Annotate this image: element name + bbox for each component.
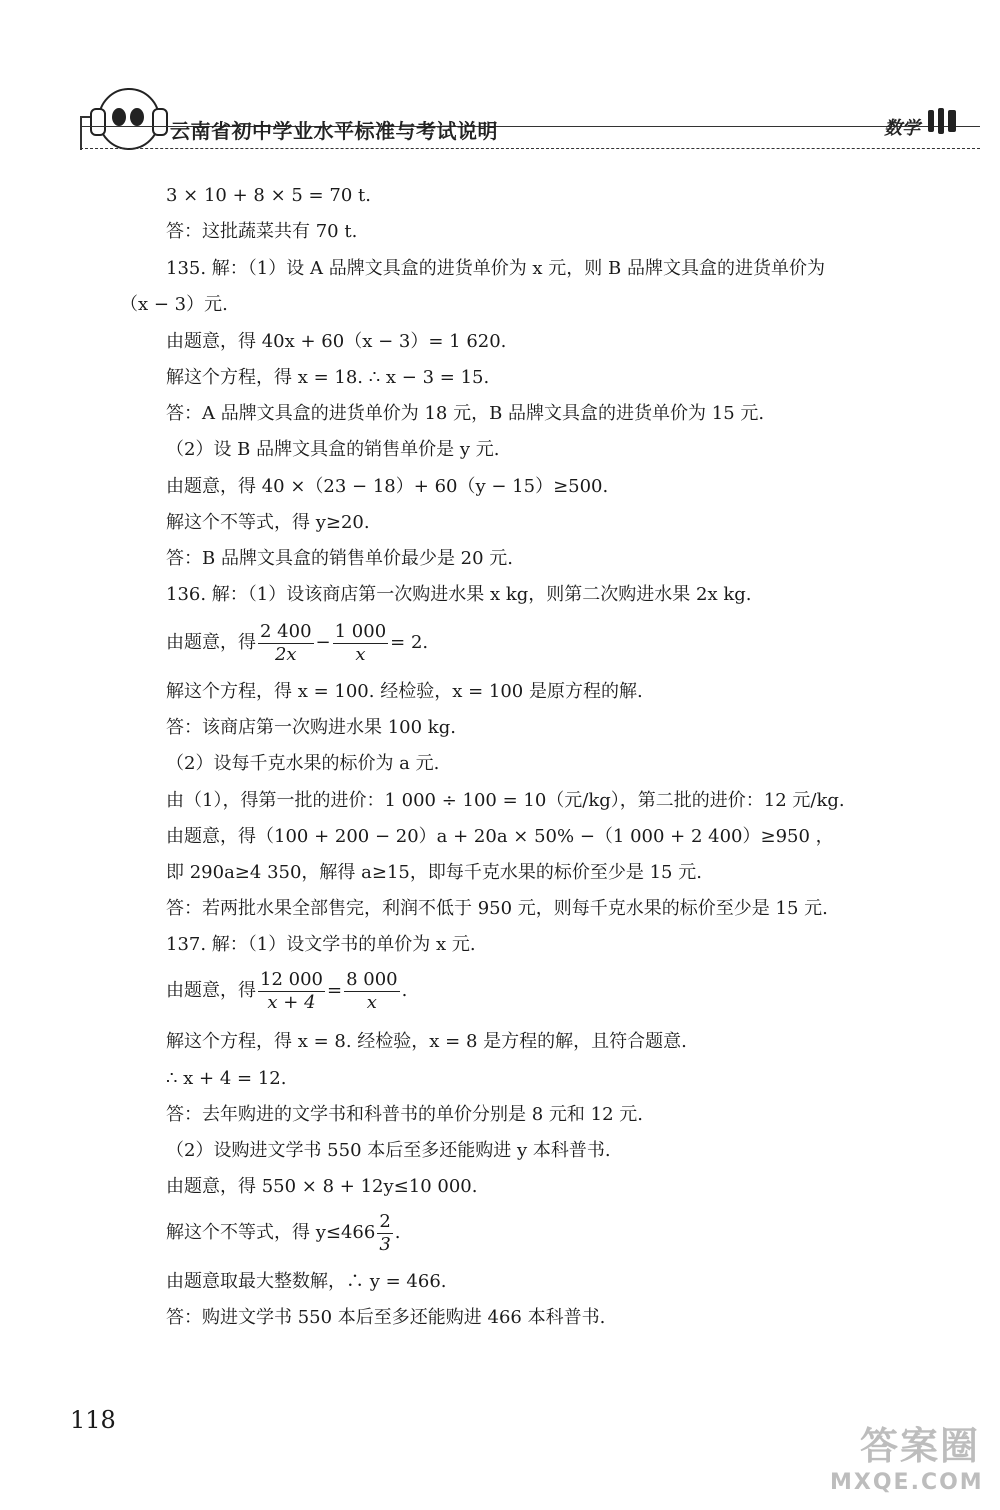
speaker-bars-icon [928,106,956,136]
header-dashed-rule [80,148,980,149]
text-line: ∴ x + 4 = 12. [166,1068,287,1089]
text-line: （2）设 B 品牌文具盒的销售单价是 y 元. [166,439,500,460]
text-line: 答：该商店第一次购进水果 100 kg. [166,717,456,738]
watermark-logo: 答案圈 MXQE.COM [830,1424,984,1495]
text-line: （2）设购进文学书 550 本后至多还能购进 y 本科普书. [166,1140,611,1161]
text-line: 即 290a≥4 350，解得 a≥15，即每千克水果的标价至少是 15 元. [166,862,702,883]
text-line: 137. 解：（1）设文学书的单价为 x 元. [166,934,476,955]
text-line: 答：B 品牌文具盒的销售单价最少是 20 元. [166,548,514,569]
equation-137: 由题意，得 $\frac{12 000}{x + 4}$ = $\frac{8 000}{x}$ . [166,968,408,1013]
equation-136: 由题意，得 $\frac{2 400}{2x}$ − $\frac{1 000}{x}$ = 2. [166,620,429,665]
text-line: （2）设每千克水果的标价为 a 元. [166,753,440,774]
text-line: 由题意，得 550 × 8 + 12y≤10 000. [166,1176,478,1197]
text-line: 答：A 品牌文具盒的进货单价为 18 元，B 品牌文具盒的进货单价为 15 元. [166,403,765,424]
text-line: 由题意，得 40x + 60（x − 3）= 1 620. [166,331,507,352]
text-line: 解这个方程，得 x = 18. ∴ x − 3 = 15. [166,367,490,388]
text-line: 解这个方程，得 x = 8. 经检验，x = 8 是方程的解，且符合题意. [166,1031,687,1052]
text-line: 答：购进文学书 550 本后至多还能购进 466 本科普书. [166,1307,606,1328]
headphone-mascot-icon [98,88,160,150]
text-line: 答：去年购进的文学书和科普书的单价分别是 8 元和 12 元. [166,1104,643,1125]
text-line: 由题意，得 40 ×（23 − 18）+ 60（y − 15）≥500. [166,476,609,497]
header-title: 云南省初中学业水平标准与考试说明 [170,119,498,143]
inequality-137: 解这个不等式，得 y≤466 $\frac{2}{3}$ . [166,1210,401,1255]
page-header [80,88,980,158]
text-line: 解这个方程，得 x = 100. 经检验，x = 100 是原方程的解. [166,681,643,702]
text-line: 135. 解：（1）设 A 品牌文具盒的进货单价为 x 元，则 B 品牌文具盒的进货单价为 [166,258,825,279]
text-line: 由题意，得（100 + 200 − 20）a + 20a × 50% −（1 000 + 2 400）≥950 ， [166,826,834,847]
page-number: 118 [70,1406,116,1434]
text-line: 由（1），得第一批的进价：1 000 ÷ 100 = 10（元/kg），第二批的进价：12 元/kg. [166,790,845,811]
text-line: 解这个不等式，得 y≥20. [166,512,370,533]
text-line: 由题意取最大整数解，∴ y = 466. [166,1271,447,1292]
text-line: 136. 解：（1）设该商店第一次购进水果 x kg，则第二次购进水果 2x kg. [166,584,752,605]
text-line: （x − 3）元. [120,294,228,315]
text-line: 答：这批蔬菜共有 70 t. [166,221,358,242]
text-line: 答：若两批水果全部售完，利润不低于 950 元，则每千克水果的标价至少是 15 元. [166,898,828,919]
text-line: 3 × 10 + 8 × 5 = 70 t. [166,185,371,206]
header-subject: 数学 [884,118,920,139]
